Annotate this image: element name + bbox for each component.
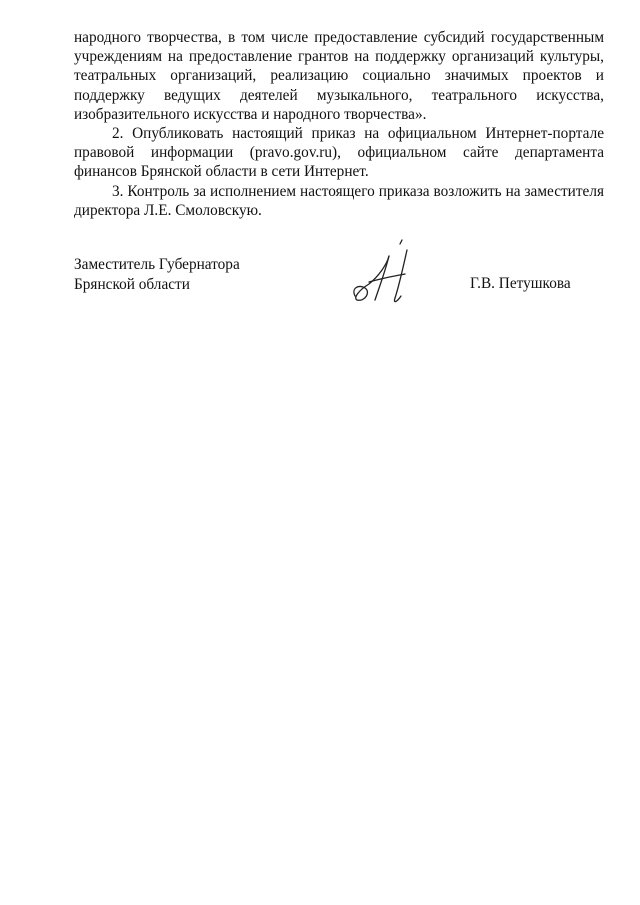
document-body bbox=[74, 28, 604, 220]
handwritten-signature bbox=[345, 238, 425, 310]
paragraph-item-3: 3. Контроль за исполнением настоящего приказа возложить на заместителя директора Л.Е. Смоловскую. bbox=[74, 182, 604, 219]
paragraph-continuation: народного творчества, в том числе предоставление субсидий государственным учреждениям на предоставление грантов на поддержку организаций культуры, театральных организаций, реализацию социально значимых проектов и поддержку ведущих деятелей музыкального, театрального искусства, изобразительного искусства и народного творчества». bbox=[74, 29, 604, 123]
paragraph-item-2: 2. Опубликовать настоящий приказ на официальном Интернет-портале правовой информации (pravo.gov.ru), официальном сайте департамента финансов Брянской области в сети Интернет. bbox=[74, 125, 604, 181]
signer-name: Г.В. Петушкова bbox=[470, 275, 571, 292]
signer-position bbox=[74, 255, 240, 294]
signer-position-line-1: Заместитель Губернатора bbox=[74, 256, 240, 273]
signer-position-line-2: Брянской области bbox=[74, 275, 190, 293]
